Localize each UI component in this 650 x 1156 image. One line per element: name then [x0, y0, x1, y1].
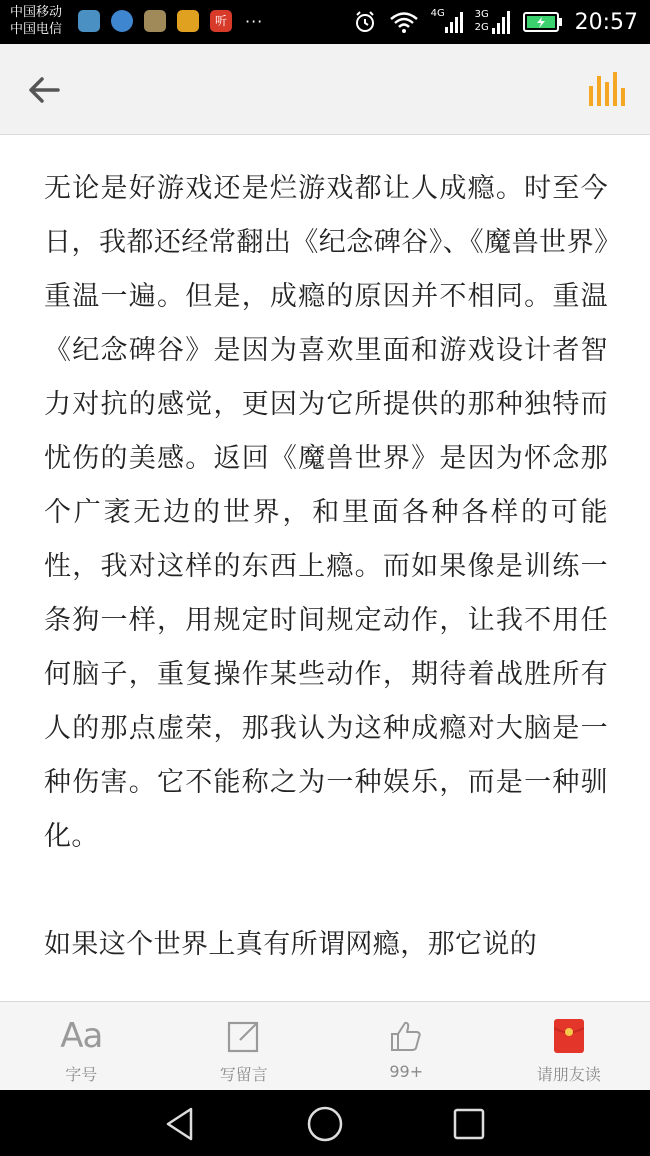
- like-count: 99+: [389, 1062, 424, 1081]
- square-recents-icon: [449, 1104, 489, 1144]
- invite-friend-label: 请朋友读: [536, 1065, 601, 1084]
- app-bar: [0, 44, 650, 135]
- invite-friend-button[interactable]: [488, 1002, 650, 1091]
- font-size-label: 字号: [65, 1065, 98, 1084]
- browser-notification-icon: [78, 10, 100, 32]
- red-envelope-icon: [554, 1019, 584, 1053]
- nav-back-button[interactable]: [161, 1104, 201, 1144]
- navigation-bar: [0, 1090, 650, 1156]
- alarm-icon: [353, 10, 377, 34]
- audio-menu-button[interactable]: [588, 70, 626, 108]
- status-indicators: [353, 0, 638, 44]
- font-size-icon: Aa: [60, 1016, 103, 1056]
- bottom-toolbar: [0, 1001, 650, 1091]
- like-button[interactable]: [325, 1002, 488, 1091]
- nav-recents-button[interactable]: [449, 1104, 489, 1144]
- signal-4g-icon: 4G: [431, 9, 463, 35]
- carrier-info: [10, 4, 62, 38]
- thumbs-up-icon: [389, 1019, 423, 1053]
- carrier-primary: 中国移动: [10, 5, 63, 20]
- location-notification-icon: [111, 10, 133, 32]
- font-size-button[interactable]: [0, 1002, 163, 1091]
- bars-icon: [588, 70, 626, 108]
- lock-notification-icon: [177, 10, 199, 32]
- back-button[interactable]: [22, 68, 66, 112]
- signal-3g2g-icon: 3G 2G: [475, 8, 511, 36]
- arrow-left-icon: [22, 68, 66, 112]
- circle-home-icon: [305, 1104, 345, 1144]
- notification-icons: [78, 10, 263, 32]
- stats-notification-icon: [144, 10, 166, 32]
- write-comment-label: 写留言: [219, 1065, 268, 1084]
- write-comment-button[interactable]: [163, 1002, 326, 1091]
- wifi-icon: [389, 10, 419, 34]
- article-body: [44, 162, 608, 1000]
- more-notifications-icon: ···: [245, 11, 264, 31]
- nav-home-button[interactable]: [305, 1104, 345, 1144]
- triangle-back-icon: [161, 1104, 201, 1144]
- clock: 20:57: [574, 9, 638, 35]
- status-bar: [0, 0, 650, 44]
- article-paragraph: 无论是好游戏还是烂游戏都让人成瘾。时至今日，我都还经常翻出《纪念碑谷》、《魔兽世界》重温一遍。但是，成瘾的原因并不相同。重温《纪念碑谷》是因为喜欢里面和游戏设计者智力对抗的感觉，更因为它所提供的那种独特而忧伤的美感。返回《魔兽世界》是因为怀念那个广袤无边的世界，和里面各种各样的可能性，我对这样的东西上瘾。而如果像是训练一条狗一样，用规定时间规定动作，让我不用任何脑子，重复操作某些动作，期待着战胜所有人的那点虚荣，那我认为这种成瘾对大脑是一种伤害。它不能称之为一种娱乐，而是一种驯化。: [44, 173, 608, 852]
- article-paragraph: 如果这个世界上真有所谓网瘾，那它说的: [44, 929, 538, 960]
- listen-notification-icon: 听: [210, 10, 232, 32]
- carrier-secondary: 中国电信: [10, 22, 63, 37]
- battery-icon: [523, 11, 563, 33]
- edit-icon: [227, 1019, 261, 1053]
